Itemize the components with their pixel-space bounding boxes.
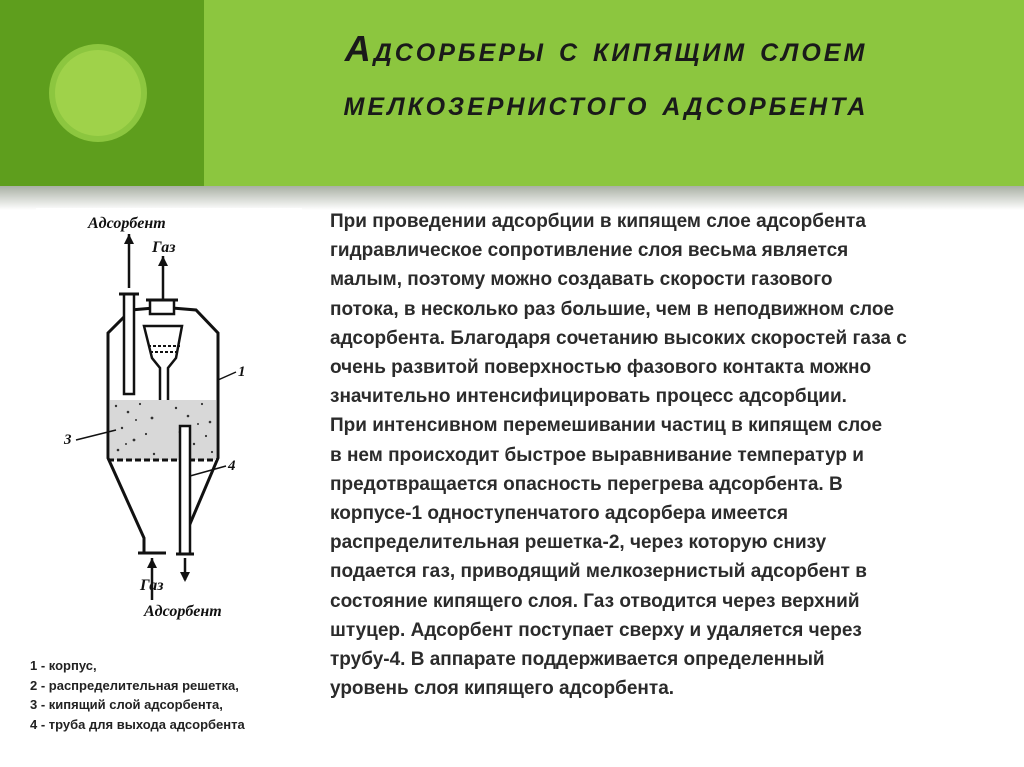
diagram-legend	[30, 656, 310, 734]
adsorbent-outlet-arrowhead	[180, 572, 190, 582]
body-line: подается газ, приводящий мелкозернистый адсорбент в	[330, 561, 867, 583]
body-line: корпусе-1 одноступенчатого адсорбера имеется	[330, 503, 789, 525]
adsorbent-outlet-pipe	[180, 426, 190, 554]
callout-number-4: 4	[228, 458, 236, 474]
callout-line-4	[190, 466, 226, 476]
label-adsorbent-top: Адсорбент	[88, 215, 166, 232]
adsorbent-inlet-pipe	[124, 294, 134, 394]
body-line: распределительная решетка-2, через которую снизу	[330, 532, 827, 554]
slide-title-line-1: Адсорберы с кипящим слоем	[344, 28, 868, 69]
body-line: трубу-4. В аппарате поддерживается определенный	[330, 649, 825, 671]
callout-number-3: 3	[64, 432, 72, 448]
callout-number-1: 1	[238, 364, 246, 380]
legend-item: 2 - распределительная решетка,	[30, 677, 239, 693]
body-line: предотвращается опасность перегрева адсорбента. В	[330, 473, 843, 495]
legend-item: 4 - труба для выхода адсорбента	[30, 716, 245, 732]
adsorber-drawing	[36, 208, 302, 628]
gas-outlet-arrowhead	[158, 256, 168, 266]
legend-item: 1 - корпус,	[30, 658, 97, 673]
body-line: штуцер. Адсорбент поступает сверху и удаляется через	[330, 619, 862, 641]
gas-inlet-arrowhead	[147, 558, 157, 568]
body-line: адсорбента. Благодаря сочетанию высоких скоростей газа с	[330, 327, 907, 349]
adsorbent-inlet-arrowhead	[124, 234, 134, 244]
body-line: значительно интенсифицировать процесс адсорбции.	[330, 386, 847, 408]
callout-line-1	[218, 372, 236, 380]
body-line: потока, в несколько раз большие, чем в неподвижном слое	[330, 298, 895, 320]
body-line: уровень слоя кипящего адсорбента.	[330, 678, 675, 700]
fluidized-bed	[110, 400, 216, 460]
top-gas-nozzle	[150, 300, 174, 314]
label-adsorbent-bottom: Адсорбент	[144, 603, 222, 620]
body-line: малым, поэтому можно создавать скорости газового	[330, 269, 833, 291]
body-line: гидравлическое сопротивление слоя весьма является	[330, 240, 849, 262]
adsorber-diagram	[36, 208, 302, 628]
legend-item: 3 - кипящий слой адсорбента,	[30, 697, 223, 712]
body-line: При интенсивном перемешивании частиц в кипящем слое	[330, 415, 883, 437]
body-line: состояние кипящего слоя. Газ отводится через верхний	[330, 590, 860, 612]
label-gas-top: Газ	[152, 239, 176, 256]
body-paragraph	[330, 207, 1010, 703]
body-line: в нем происходит быстрое выравнивание температур и	[330, 444, 864, 466]
body-line: очень развитой поверхностью фазового контакта можно	[330, 357, 872, 379]
slide-title-line-2: мелкозернистого адсорбента	[343, 82, 869, 123]
label-gas-bottom: Газ	[140, 577, 164, 594]
slide-title	[206, 22, 1006, 130]
decorative-circle-inner	[55, 50, 141, 136]
body-line: При проведении адсорбции в кипящем слое адсорбента	[330, 211, 866, 232]
